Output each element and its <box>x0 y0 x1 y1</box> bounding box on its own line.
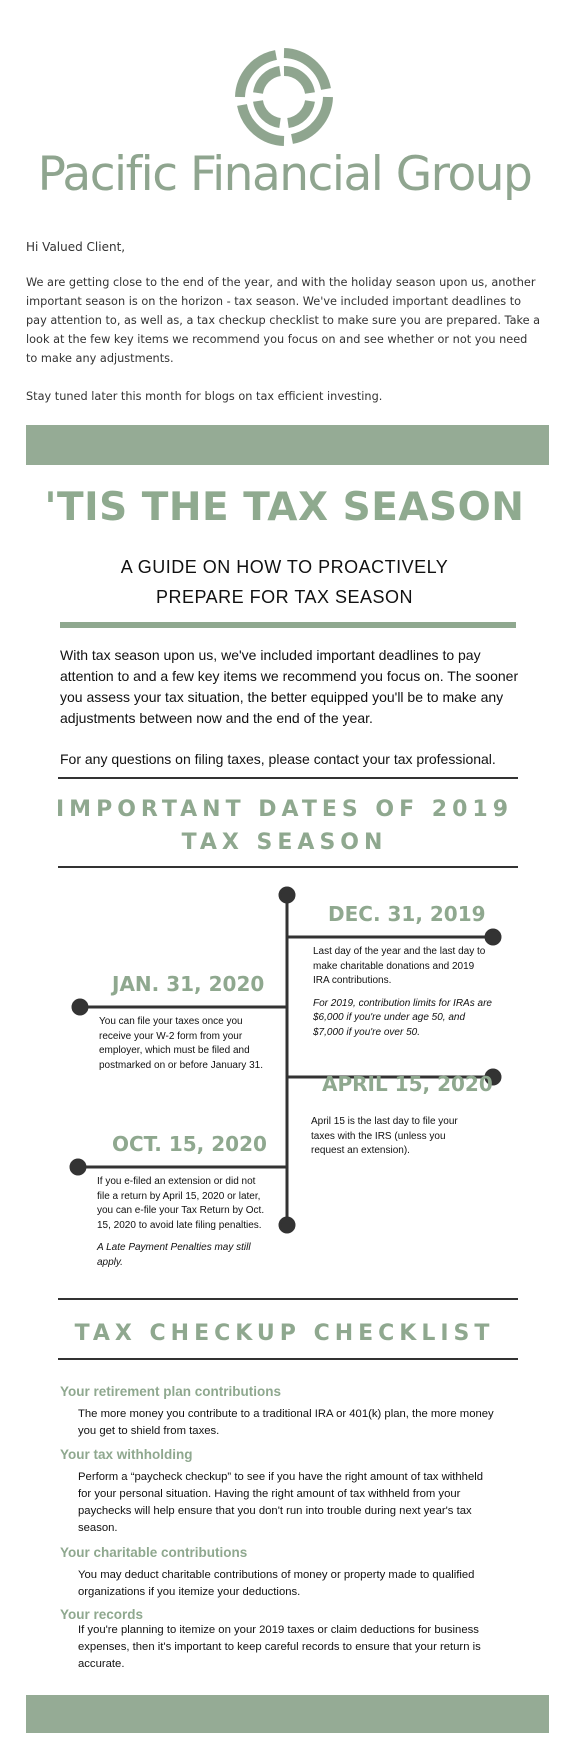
pacific-logo-icon <box>232 45 336 149</box>
checklist-heading: Your retirement plan contributions <box>60 1384 282 1399</box>
divider <box>58 1358 518 1360</box>
divider <box>58 866 518 868</box>
divider <box>58 1298 518 1300</box>
timeline-dot <box>280 888 294 902</box>
timeline-dot <box>280 1218 294 1232</box>
divider <box>60 622 516 628</box>
date-apr-15: APRIL 15, 2020 <box>322 1072 493 1096</box>
checklist-body: You may deduct charitable contributions of money or property made to qualified organizations if you itemize your deductions. <box>78 1569 475 1598</box>
date-note: A Late Payment Penalties may still apply. <box>97 1242 251 1268</box>
intro-text <box>26 273 542 425</box>
date-text: If you e-filed an extension or did not file a return by April 15, 2020 or later, you can e-file your Tax Return by Oct. 15, 2020 to avoid late filing penalties. <box>97 1176 265 1231</box>
subtitle-line: PREPARE FOR TAX SEASON <box>155 587 414 607</box>
checklist-body: The more money you contribute to a traditional IRA or 401(k) plan, the more money you get to shield from taxes. <box>78 1408 494 1437</box>
dates-title-line: TAX SEASON <box>181 830 388 855</box>
timeline <box>0 880 569 1240</box>
timeline-dot <box>486 930 500 944</box>
greeting: Hi Valued Client, <box>26 240 126 254</box>
checklist-heading: Your records <box>60 1607 144 1622</box>
date-apr-15-text <box>311 1115 481 1167</box>
bottom-band <box>26 1695 549 1733</box>
header <box>0 0 569 220</box>
timeline-dot <box>71 1160 85 1174</box>
date-text: April 15 is the last day to file your taxes with the IRS (unless you request an extension). <box>311 1116 458 1156</box>
date-jan-31-text <box>99 1015 269 1081</box>
dates-title <box>0 793 569 859</box>
brand-name: Pacific Financial Group <box>37 147 532 202</box>
checklist-body: Perform a “paycheck checkup” to see if you have the right amount of tax withheld for your personal situation. Having the right amount of tax withheld from your paychecks will help ensure that you don't run into trouble during next year's tax season. <box>78 1471 484 1534</box>
subtitle-line: A GUIDE ON HOW TO PROACTIVELY <box>120 557 449 577</box>
top-band <box>26 425 549 465</box>
divider <box>58 777 518 779</box>
date-oct-15: OCT. 15, 2020 <box>112 1132 267 1156</box>
date-dec-31: DEC. 31, 2019 <box>328 902 486 926</box>
subtitle <box>0 552 569 612</box>
checklist-body: If you're planning to itemize on your 2019 taxes or claim deductions for business expenses, then it's important to keep careful records to ensure that your return is accurate. <box>78 1624 481 1670</box>
intro-paragraph: We are getting close to the end of the year, and with the holiday season upon us, another important season is on the horizon - tax season. We've included important deadlines to pay attention to, as well as, a tax checkup checklist to make sure you are prepared. Take a look at the few key items we recommend you focus on and see whether or not you need to make any adjustments. <box>26 276 541 365</box>
dates-title-line: IMPORTANT DATES OF 2019 <box>56 797 513 822</box>
date-dec-31-text <box>313 945 493 1048</box>
date-jan-31: JAN. 31, 2020 <box>112 972 265 996</box>
guide-paragraph: For any questions on filing taxes, please contact your tax professional. <box>60 751 496 767</box>
checklist-heading: Your charitable contributions <box>60 1545 248 1560</box>
guide-paragraph: With tax season upon us, we've included important deadlines to pay attention to and a few key items we recommend you focus on. The sooner you assess your tax situation, the better equipped you'll be to make any adjustments between now and the end of the year. <box>60 647 519 726</box>
checklist-title: TAX CHECKUP CHECKLIST <box>74 1321 495 1346</box>
date-note: For 2019, contribution limits for IRAs are $6,000 if you're under age 50, and $7,000 if you're over 50. <box>313 997 492 1038</box>
date-text: Last day of the year and the last day to make charitable donations and 2019 IRA contributions. <box>313 946 486 986</box>
date-text: You can file your taxes once you receive your W-2 form from your employer, which must be filed and postmarked on or before January 31. <box>99 1016 263 1071</box>
date-oct-15-text <box>97 1175 269 1278</box>
intro-paragraph: Stay tuned later this month for blogs on tax efficient investing. <box>26 390 383 403</box>
timeline-dot <box>73 1000 87 1014</box>
checklist-heading: Your tax withholding <box>60 1447 193 1462</box>
guide-text <box>60 645 520 790</box>
page-title: 'TIS THE TAX SEASON <box>44 485 525 530</box>
